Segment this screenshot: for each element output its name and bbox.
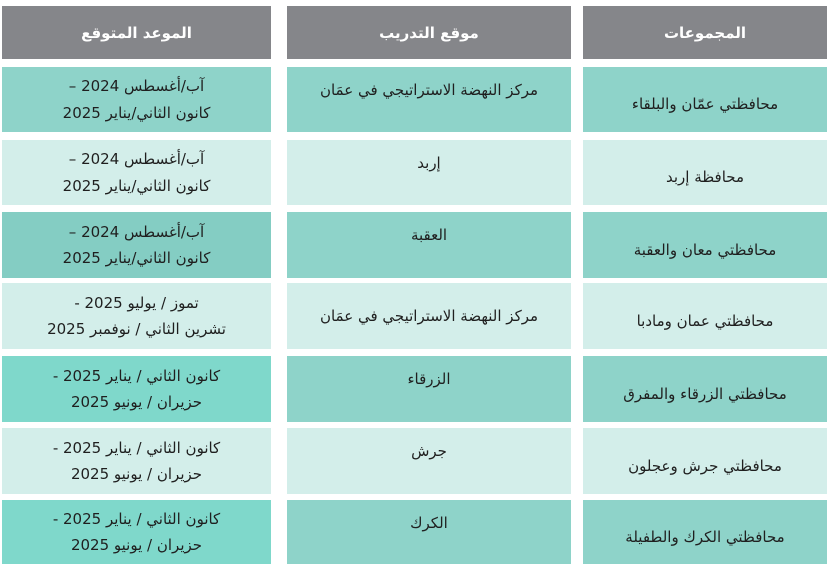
date-line-start: كانون الثاني / يناير 2025 - [52,438,221,457]
date-line-start: آب/أغسطس 2024 – [68,77,205,96]
header-date: الموعد المتوقع [2,6,271,59]
header-location: موقع التدريب [287,6,571,59]
date-line-end: كانون الثاني/يناير 2025 [62,103,211,122]
date-cell [2,140,271,205]
group-cell: محافظتي معان والعقبة [583,212,827,278]
header-groups: المجموعات [583,6,827,59]
group-cell: محافظتي جرش وعجلون [583,428,827,494]
date-line-start: كانون الثاني / يناير 2025 - [52,366,221,385]
group-cell: محافظتي عمّان والبلقاء [583,67,827,132]
location-cell: الكرك [287,500,571,564]
date-cell [2,356,271,422]
date-line-start: كانون الثاني / يناير 2025 - [52,509,221,528]
group-cell: محافظة إربد [583,140,827,205]
location-cell: إربد [287,140,571,205]
location-cell: الزرقاء [287,356,571,422]
date-line-end: كانون الثاني/يناير 2025 [62,249,211,267]
date-cell [2,67,271,132]
date-line-start: آب/أغسطس 2024 – [68,222,205,241]
location-cell: جرش [287,428,571,494]
date-line-end: تشرين الثاني / نوفمبر 2025 [47,320,226,338]
location-cell: مركز النهضة الاستراتيجي في عمَان [287,67,571,132]
group-cell: محافظتي الكرك والطفيلة [583,500,827,564]
location-cell: مركز النهضة الاستراتيجي في عمَان [287,283,571,349]
location-cell: العقبة [287,212,571,278]
date-line-end: حزيران / يونيو 2025 [70,393,203,411]
date-line-end: حزيران / يونيو 2025 [70,465,203,483]
date-line-start: تموز / يوليو 2025 - [74,293,199,312]
group-cell: محافظتي عمان ومادبا [583,283,827,349]
date-cell [2,212,271,278]
date-line-end: حزيران / يونيو 2025 [70,536,203,554]
group-cell: محافظتي الزرقاء والمفرق [583,356,827,422]
date-cell [2,283,271,349]
date-cell [2,500,271,564]
date-line-end: كانون الثاني/يناير 2025 [62,176,211,195]
date-cell [2,428,271,494]
date-line-start: آب/أغسطس 2024 – [68,150,205,169]
